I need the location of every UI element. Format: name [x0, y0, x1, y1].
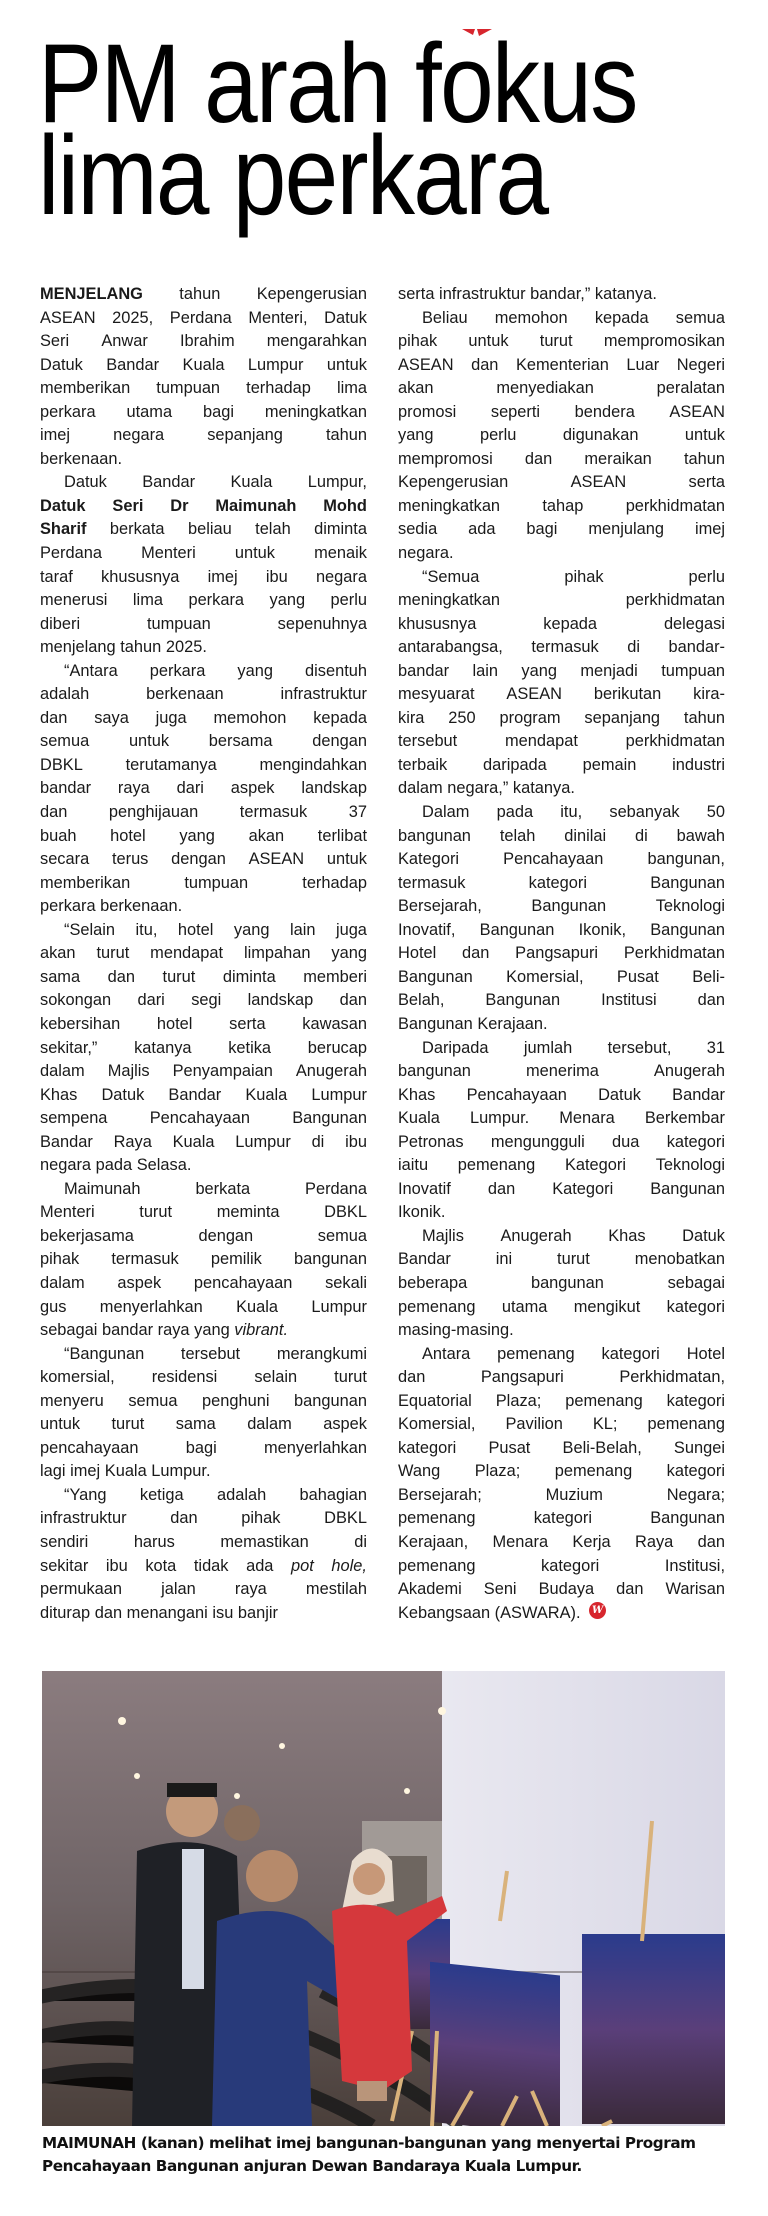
article-line: diberi tumpuan sepenuhnya [40, 614, 367, 633]
article-line: Antara pemenang kategori Hotel [422, 1344, 725, 1363]
article-line: “Yang ketiga adalah bahagian [64, 1485, 367, 1504]
article-line: Wang Plaza; pemenang kategori [398, 1462, 725, 1481]
article-line: sendiri harus memastikan di [40, 1532, 367, 1551]
article-line: dan Pangsapuri Perkhidmatan, [398, 1368, 725, 1387]
article-line: bangunan telah dinilai di bawah [398, 826, 725, 845]
article-line: akan turut mendapat limpahan yang [40, 944, 367, 963]
article-line: Petronas mengungguli dua kategori [398, 1132, 725, 1151]
article-line: negara. [398, 544, 454, 563]
article-line: sokongan dari segi landskap dan [40, 991, 367, 1010]
article-line: adalah berkenaan infrastruktur [40, 685, 367, 704]
article-line: Perdana Menteri untuk menaik [40, 544, 367, 563]
article-line: sama dan turut diminta memberi [40, 967, 367, 986]
article-line: buah hotel yang akan terlibat [40, 826, 367, 845]
article-line: Belah, Bangunan Institusi dan [398, 991, 725, 1010]
article-line: Hotel dan Pangsapuri Perkhidmatan [398, 944, 725, 963]
article-line: Equatorial Plaza; pemenang kategori [398, 1391, 725, 1410]
article-line: Bandar ini turut menobatkan [398, 1250, 725, 1269]
article-paragraph [398, 307, 725, 566]
article-line: bangunan menerima Anugerah [398, 1062, 725, 1081]
event-photo-illustration [42, 1671, 725, 2126]
article-paragraph [398, 801, 725, 1036]
article-line: MENJELANG tahun Kepengerusian [40, 283, 367, 307]
article-line: kategori Pusat Beli-Belah, Sungei [398, 1438, 725, 1457]
article-line: Kepengerusian ASEAN serta [398, 473, 725, 492]
article-line: untuk turut sama dalam aspek [40, 1415, 367, 1434]
article-line: kira 250 program sepanjang tahun [398, 708, 725, 727]
article-line: pencahayaan bagi menyerlahkan [40, 1438, 367, 1457]
article-line: Inovatif dan Kategori Bangunan [398, 1179, 725, 1198]
article-paragraph [398, 1343, 725, 1626]
article-line: sedia ada bagi menjulang imej [398, 520, 725, 539]
headline-line-1: PM arah fokus [38, 21, 637, 146]
article-line: “Selain itu, hotel yang lain juga [64, 920, 367, 939]
article-line: ASEAN 2025, Perdana Menteri, Datuk [40, 308, 367, 327]
article-line: Bersejarah; Muzium Negara; [398, 1485, 725, 1504]
article-line: Datuk Bandar Kuala Lumpur untuk [40, 355, 367, 374]
article-line: sekitar,” katanya ketika berucap [40, 1038, 367, 1057]
article-line: akan menyediakan peralatan [398, 379, 725, 398]
headline-line-2: lima perkara [38, 113, 548, 238]
article-line: komersial, residensi selain turut [40, 1368, 367, 1387]
article-line: secara terus dengan ASEAN untuk [40, 850, 367, 869]
article-line: Inovatif, Bangunan Ikonik, Bangunan [398, 920, 725, 939]
article-line: dalam negara,” katanya. [398, 779, 575, 798]
article-line: Sharif berkata beliau telah diminta [40, 520, 367, 539]
article-line: dalam aspek pencahayaan sekali [40, 1273, 367, 1292]
article-line: memberikan tumpuan terhadap lima [40, 379, 367, 398]
article-line: dalam Majlis Penyampaian Anugerah [40, 1062, 367, 1081]
article-line: menjelang tahun 2025. [40, 638, 207, 657]
article-line: Menteri turut meminta DBKL [40, 1203, 367, 1222]
article-line: sebagai bandar raya yang vibrant. [40, 1321, 289, 1340]
article-column-right [398, 283, 725, 1625]
article-line: menyeru semua penghuni bangunan [40, 1391, 367, 1410]
article-paragraph [40, 1484, 367, 1625]
article-line: kebersihan hotel serta kawasan [40, 1014, 367, 1033]
article-line: dan penghijauan termasuk 37 [40, 803, 367, 822]
article-line: imej negara sepanjang tahun [40, 426, 367, 445]
article-column-left [40, 283, 367, 1625]
article-line: Bangunan Komersial, Pusat Beli- [398, 967, 725, 986]
article-paragraph [40, 1343, 367, 1484]
article-line: infrastruktur dan pihak DBKL [40, 1509, 367, 1528]
article-line: Datuk Bandar Kuala Lumpur, [64, 473, 367, 492]
article-line: semua untuk bersama dengan [40, 732, 367, 751]
article-line: Ikonik. [398, 1203, 446, 1222]
article-line: sempena Pencahayaan Bangunan [40, 1109, 367, 1128]
article-line: khususnya kepada delegasi [398, 614, 725, 633]
article-line: meningkatkan perkhidmatan [398, 591, 725, 610]
article-line: yang perlu digunakan untuk [398, 426, 725, 445]
article-line: masing-masing. [398, 1321, 514, 1340]
photo-caption-line-1: MAIMUNAH (kanan) melihat imej bangunan-bangunan yang menyertai Program [42, 2134, 696, 2152]
article-paragraph [40, 471, 367, 659]
article-line: Khas Pencahayaan Datuk Bandar [398, 1085, 725, 1104]
article-line: perkara utama bagi meningkatkan [40, 402, 367, 421]
photo-caption-line-2: Pencahayaan Bangunan anjuran Dewan Bandaraya Kuala Lumpur. [42, 2157, 582, 2175]
article-line: berkenaan. [40, 449, 123, 468]
article-line: Bersejarah, Bangunan Teknologi [398, 897, 725, 916]
article-line: Bandar Raya Kuala Lumpur di ibu [40, 1132, 367, 1151]
article-line: Kerajaan, Menara Kerja Raya dan [398, 1532, 725, 1551]
article-line: bandar lain yang menjadi tumpuan [398, 661, 725, 680]
article-line: taraf khususnya imej ibu negara [40, 567, 367, 586]
lead-word: MENJELANG [40, 285, 143, 303]
article-line: negara pada Selasa. [40, 1156, 192, 1175]
article-line: memberikan tumpuan terhadap [40, 873, 367, 892]
article-line: diturap dan menangani isu banjir [40, 1603, 279, 1622]
article-line: pemenang utama mengikut kategori [398, 1297, 725, 1316]
article-paragraph [40, 1178, 367, 1343]
article-line: tersebut mendapat perkhidmatan [398, 732, 725, 751]
article-line: serta infrastruktur bandar,” katanya. [398, 285, 657, 303]
article-line: termasuk kategori Bangunan [398, 873, 725, 892]
article-line: menerusi lima perkara yang perlu [40, 591, 367, 610]
article-line: bekerjasama dengan semua [40, 1226, 367, 1245]
article-paragraph [40, 660, 367, 919]
article-paragraph [398, 283, 725, 307]
article-line: Kuala Lumpur. Menara Berkembar [398, 1109, 725, 1128]
article-line: pihak termasuk pemilik bangunan [40, 1250, 367, 1269]
article-line: “Bangunan tersebut merangkumi [64, 1344, 367, 1363]
article-line: promosi seperti bendera ASEAN [398, 402, 725, 421]
article-line: Majlis Anugerah Khas Datuk [422, 1226, 725, 1245]
article-line: beberapa bangunan sebagai [398, 1273, 725, 1292]
article-line: Khas Datuk Bandar Kuala Lumpur [40, 1085, 367, 1104]
headline [38, 21, 640, 238]
photo-caption [42, 2132, 732, 2178]
article-paragraph [40, 283, 367, 471]
article-line: dan saya juga memohon kepada [40, 708, 367, 727]
article-line: “Antara perkara yang disentuh [64, 661, 367, 680]
end-of-article-logo-icon: W [589, 1602, 606, 1619]
article-line: Kategori Pencahayaan bangunan, [398, 850, 725, 869]
article-line: antarabangsa, termasuk di bandar- [398, 638, 725, 657]
article-line: meningkatkan tahap perkhidmatan [398, 496, 725, 515]
article-line: Maimunah berkata Perdana [64, 1179, 367, 1198]
article-paragraph [40, 919, 367, 1178]
article-line: terbaik daripada pemain industri [398, 755, 725, 774]
article-line: mesyuarat ASEAN berikutan kira- [398, 685, 725, 704]
article-line: DBKL terutamanya mengindahkan [40, 755, 367, 774]
article-line: Datuk Seri Dr Maimunah Mohd [40, 496, 367, 515]
article-line: perkara berkenaan. [40, 897, 183, 916]
article-line: Komersial, Pavilion KL; pemenang [398, 1415, 725, 1434]
article-line: Daripada jumlah tersebut, 31 [422, 1038, 725, 1057]
article-line: “Semua pihak perlu [422, 567, 725, 586]
article-line: iaitu pemenang Kategori Teknologi [398, 1156, 725, 1175]
article-line: Seri Anwar Ibrahim mengarahkan [40, 332, 367, 351]
article-line: gus menyerlahkan Kuala Lumpur [40, 1297, 367, 1316]
article-paragraph [398, 1225, 725, 1343]
article-photo [42, 1671, 725, 2126]
article-line: permukaan jalan raya mestilah [40, 1580, 367, 1599]
article-line: Bangunan Kerajaan. [398, 1014, 548, 1033]
article-line: Dalam pada itu, sebanyak 50 [422, 803, 725, 822]
article-line: Beliau memohon kepada semua [422, 308, 725, 327]
article-line: pemenang kategori Institusi, [398, 1556, 725, 1575]
article-paragraph [398, 1037, 725, 1225]
article-line: mempromosi dan meraikan tahun [398, 449, 725, 468]
article-line: ASEAN dan Kementerian Luar Negeri [398, 355, 725, 374]
article-line: bandar raya dari aspek landskap [40, 779, 367, 798]
article-line: sekitar ibu kota tidak ada pot hole, [40, 1556, 367, 1575]
article-line: Kebangsaan (ASWARA). W [398, 1602, 725, 1626]
article-line: lagi imej Kuala Lumpur. [40, 1462, 211, 1481]
article-line: Akademi Seni Budaya dan Warisan [398, 1580, 725, 1599]
article-paragraph [398, 566, 725, 801]
article-line: pihak untuk turut mempromosikan [398, 332, 725, 351]
article-line: pemenang kategori Bangunan [398, 1509, 725, 1528]
